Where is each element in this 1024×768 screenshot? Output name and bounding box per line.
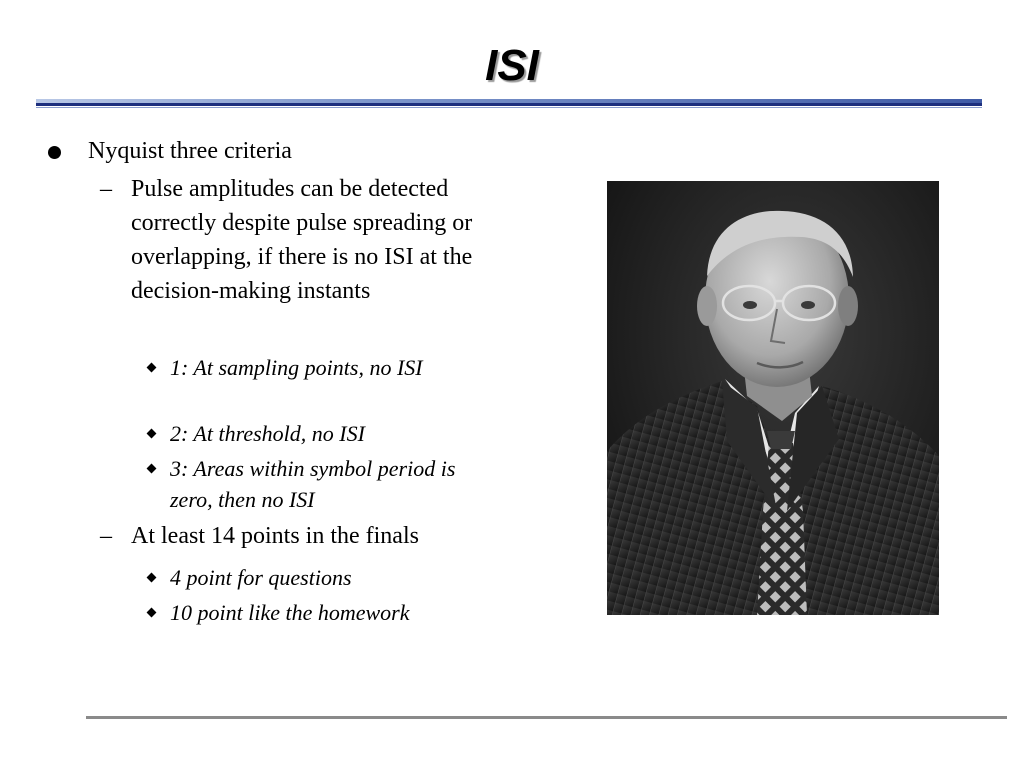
- diamond-bullet-icon: [146, 572, 158, 584]
- portrait-illustration: [607, 181, 939, 615]
- bullet-text: Nyquist three criteria: [88, 138, 292, 164]
- dash-bullet-icon: –: [100, 523, 112, 549]
- subbullet-text: Pulse amplitudes can be detected correctly despite pulse spreading or overlapping, if there is no ISI at the decision-making instants: [131, 176, 473, 304]
- footer-rule: [86, 716, 1007, 719]
- round-bullet-icon: [48, 146, 61, 159]
- diamond-bullet-icon: [146, 428, 158, 440]
- dash-bullet-icon: –: [100, 176, 112, 202]
- subsubbullet-text: 4 point for questions: [170, 565, 352, 590]
- subsubbullet-text: 1: At sampling points, no ISI: [170, 355, 423, 380]
- portrait-photo: [607, 181, 939, 615]
- subsubbullet-text: 10 point like the homework: [170, 600, 410, 625]
- subsubbullet-text: 2: At threshold, no ISI: [170, 421, 365, 446]
- slide-title: ISI: [485, 41, 539, 90]
- diamond-bullet-icon: [146, 463, 158, 475]
- subsubbullet-text: 3: Areas within symbol period is zero, then no ISI: [170, 456, 456, 512]
- diamond-bullet-icon: [146, 607, 158, 619]
- diamond-bullet-icon: [146, 362, 158, 374]
- subbullet-text: At least 14 points in the finals: [131, 523, 419, 549]
